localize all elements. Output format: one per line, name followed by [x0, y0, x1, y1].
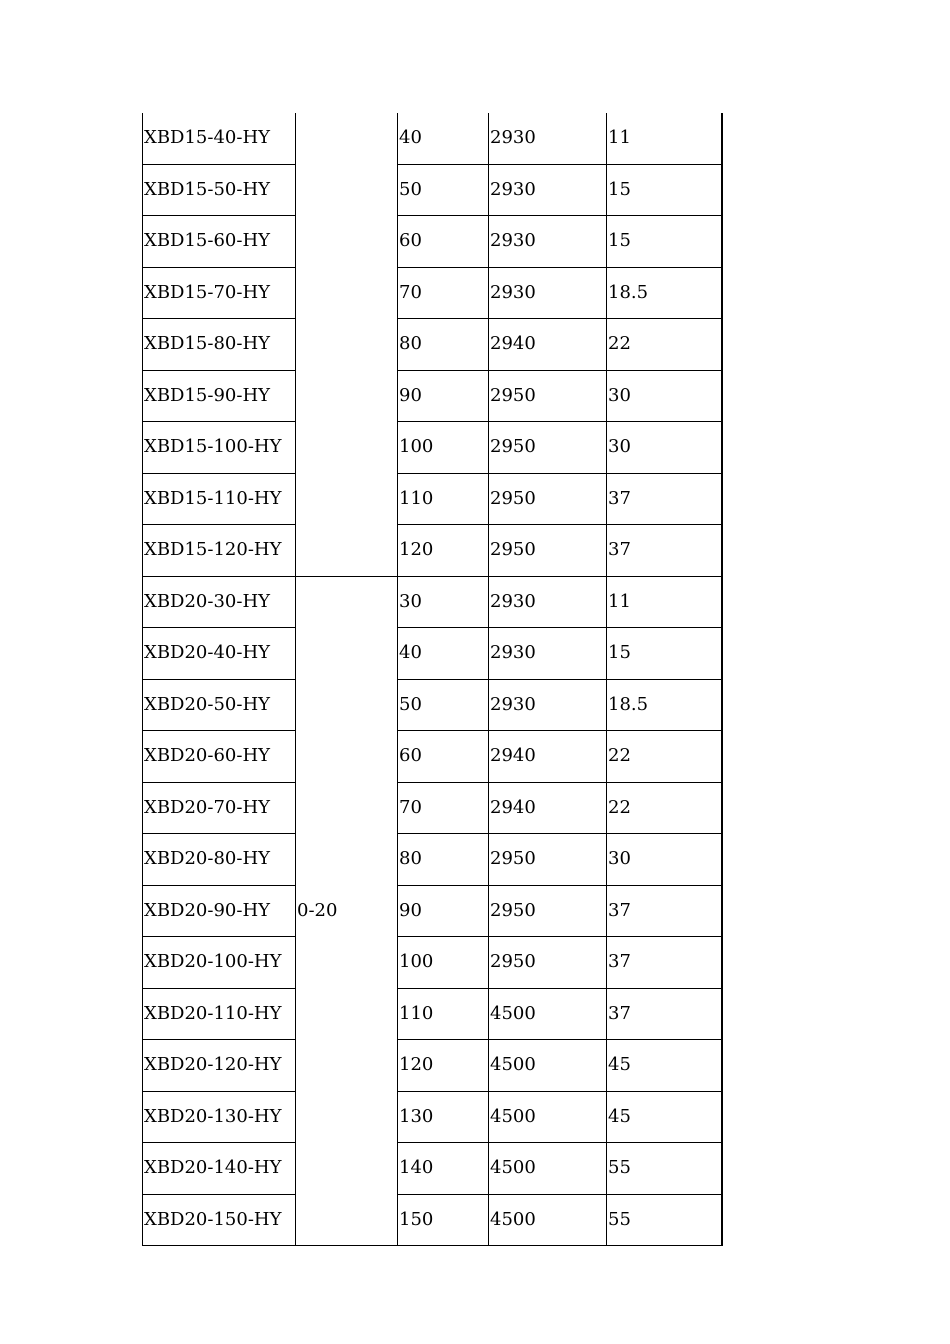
speed-cell: 4500: [489, 1040, 607, 1092]
table-row: [143, 782, 722, 834]
power-cell: 11: [607, 576, 722, 628]
head-cell: 150: [398, 1194, 489, 1246]
table-row: [143, 1143, 722, 1195]
model-cell: XBD15-50-HY: [143, 164, 296, 216]
model-cell: XBD20-110-HY: [143, 988, 296, 1040]
head-cell: 50: [398, 164, 489, 216]
power-cell: 15: [607, 628, 722, 680]
model-cell: XBD15-100-HY: [143, 422, 296, 474]
model-cell: XBD20-50-HY: [143, 679, 296, 731]
model-cell: XBD20-60-HY: [143, 731, 296, 783]
model-cell: XBD20-80-HY: [143, 834, 296, 886]
power-cell: 45: [607, 1040, 722, 1092]
power-cell: 30: [607, 834, 722, 886]
head-cell: 90: [398, 885, 489, 937]
head-cell: 100: [398, 937, 489, 989]
speed-cell: 2950: [489, 937, 607, 989]
table-row: [143, 1194, 722, 1246]
speed-cell: 2930: [489, 113, 607, 164]
speed-cell: 2950: [489, 422, 607, 474]
model-cell: XBD20-70-HY: [143, 782, 296, 834]
model-cell: XBD20-120-HY: [143, 1040, 296, 1092]
speed-cell: 4500: [489, 1143, 607, 1195]
table-row: [143, 216, 722, 268]
model-cell: XBD15-40-HY: [143, 113, 296, 164]
power-cell: 18.5: [607, 267, 722, 319]
head-cell: 120: [398, 525, 489, 577]
power-cell: 37: [607, 525, 722, 577]
head-cell: 30: [398, 576, 489, 628]
model-cell: XBD20-30-HY: [143, 576, 296, 628]
table-row: [143, 731, 722, 783]
table-row: [143, 319, 722, 371]
model-cell: XBD15-90-HY: [143, 370, 296, 422]
table-row: [143, 525, 722, 577]
speed-cell: 2950: [489, 370, 607, 422]
speed-cell: 2940: [489, 782, 607, 834]
head-cell: 110: [398, 988, 489, 1040]
power-cell: 30: [607, 422, 722, 474]
table-row: [143, 576, 722, 628]
power-cell: 15: [607, 216, 722, 268]
power-cell: 22: [607, 782, 722, 834]
power-cell: 37: [607, 988, 722, 1040]
speed-cell: 2950: [489, 885, 607, 937]
power-cell: 37: [607, 885, 722, 937]
speed-cell: 4500: [489, 1194, 607, 1246]
head-cell: 70: [398, 782, 489, 834]
head-cell: 120: [398, 1040, 489, 1092]
table-row: [143, 473, 722, 525]
speed-cell: 2930: [489, 216, 607, 268]
speed-cell: 2930: [489, 679, 607, 731]
head-cell: 70: [398, 267, 489, 319]
speed-cell: 2950: [489, 473, 607, 525]
table-row: [143, 885, 722, 937]
head-cell: 40: [398, 113, 489, 164]
table-row: [143, 267, 722, 319]
table-row: [143, 1040, 722, 1092]
head-cell: 90: [398, 370, 489, 422]
speed-cell: 4500: [489, 1091, 607, 1143]
power-cell: 11: [607, 113, 722, 164]
head-cell: 130: [398, 1091, 489, 1143]
speed-cell: 4500: [489, 988, 607, 1040]
model-cell: XBD20-150-HY: [143, 1194, 296, 1246]
speed-cell: 2930: [489, 267, 607, 319]
table-row: [143, 370, 722, 422]
power-cell: 22: [607, 731, 722, 783]
pump-spec-table-body: [143, 113, 722, 1246]
head-cell: 60: [398, 731, 489, 783]
power-cell: 22: [607, 319, 722, 371]
table-row: [143, 422, 722, 474]
power-cell: 45: [607, 1091, 722, 1143]
speed-cell: 2940: [489, 319, 607, 371]
model-cell: XBD20-40-HY: [143, 628, 296, 680]
power-cell: 37: [607, 937, 722, 989]
head-cell: 100: [398, 422, 489, 474]
model-cell: XBD20-100-HY: [143, 937, 296, 989]
power-cell: 55: [607, 1194, 722, 1246]
speed-cell: 2930: [489, 628, 607, 680]
model-cell: XBD15-80-HY: [143, 319, 296, 371]
speed-cell: 2950: [489, 834, 607, 886]
table-row: [143, 113, 722, 164]
head-cell: 50: [398, 679, 489, 731]
table-row: [143, 164, 722, 216]
power-cell: 15: [607, 164, 722, 216]
power-cell: 18.5: [607, 679, 722, 731]
table-row: [143, 1091, 722, 1143]
head-cell: 80: [398, 834, 489, 886]
head-cell: 110: [398, 473, 489, 525]
pump-spec-table: [142, 113, 723, 1246]
model-cell: XBD15-110-HY: [143, 473, 296, 525]
power-cell: 30: [607, 370, 722, 422]
head-cell: 60: [398, 216, 489, 268]
speed-cell: 2930: [489, 576, 607, 628]
table-row: [143, 834, 722, 886]
table-row: [143, 988, 722, 1040]
table-row: [143, 628, 722, 680]
model-cell: XBD20-130-HY: [143, 1091, 296, 1143]
power-cell: 37: [607, 473, 722, 525]
model-cell: XBD15-120-HY: [143, 525, 296, 577]
head-cell: 80: [398, 319, 489, 371]
flow-range-cell: 0-20: [296, 576, 398, 1246]
model-cell: XBD20-90-HY: [143, 885, 296, 937]
speed-cell: 2950: [489, 525, 607, 577]
model-cell: XBD15-70-HY: [143, 267, 296, 319]
model-cell: XBD20-140-HY: [143, 1143, 296, 1195]
power-cell: 55: [607, 1143, 722, 1195]
speed-cell: 2930: [489, 164, 607, 216]
head-cell: 40: [398, 628, 489, 680]
table-row: [143, 937, 722, 989]
model-cell: XBD15-60-HY: [143, 216, 296, 268]
head-cell: 140: [398, 1143, 489, 1195]
speed-cell: 2940: [489, 731, 607, 783]
table-row: [143, 679, 722, 731]
flow-range-cell: [296, 113, 398, 576]
